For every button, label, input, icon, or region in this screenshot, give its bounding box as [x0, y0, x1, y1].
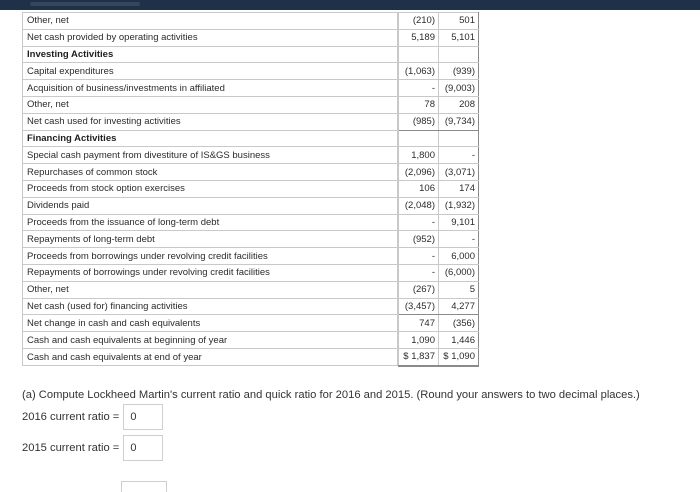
ratio-2016-row: [22, 404, 163, 430]
value-2016: (210): [399, 13, 439, 30]
value-2015: 1,446: [439, 332, 479, 349]
row-label: Net cash used for investing activities: [23, 113, 398, 130]
value-2015: [439, 130, 479, 147]
top-header-bar: [0, 0, 700, 10]
row-label: Net cash (used for) financing activities: [23, 298, 398, 315]
table-row: [23, 348, 479, 365]
row-label: Investing Activities: [23, 46, 398, 63]
value-2015: 9,101: [439, 214, 479, 231]
value-2016: -: [399, 80, 439, 97]
value-2016: -: [399, 214, 439, 231]
table-row: [23, 231, 479, 248]
ratio-2015-label: 2015 current ratio =: [22, 442, 120, 454]
row-label: Repayments of long-term debt: [23, 231, 398, 248]
ratio-2016-label: 2016 current ratio =: [22, 411, 120, 423]
ratio-2015-row: [22, 435, 163, 461]
value-2016: -: [399, 264, 439, 281]
row-label: Acquisition of business/investments in affiliated: [23, 80, 398, 97]
table-row: [23, 180, 479, 197]
table-row: [23, 147, 479, 164]
value-2016: (1,063): [399, 63, 439, 80]
value-2016: (267): [399, 281, 439, 298]
table-row: [23, 298, 479, 315]
value-2015: (3,071): [439, 164, 479, 181]
value-2016: $ 1,837: [399, 348, 439, 365]
value-2015: 208: [439, 96, 479, 113]
row-label: Other, net: [23, 281, 398, 298]
row-label: Proceeds from the issuance of long-term debt: [23, 214, 398, 231]
value-2016: 747: [399, 315, 439, 332]
table-row: [23, 332, 479, 349]
value-2016: (985): [399, 113, 439, 130]
value-2016: (3,457): [399, 298, 439, 315]
row-label: Net cash provided by operating activities: [23, 29, 398, 46]
value-2015: 5: [439, 281, 479, 298]
table-row: [23, 264, 479, 281]
table-row: [23, 113, 479, 130]
table-row: [23, 13, 479, 30]
row-label: Cash and cash equivalents at beginning of year: [23, 332, 398, 349]
row-label: Cash and cash equivalents at end of year: [23, 348, 398, 365]
table-row: [23, 96, 479, 113]
row-label: Dividends paid: [23, 197, 398, 214]
value-2016: 1,800: [399, 147, 439, 164]
value-2016: [399, 46, 439, 63]
section-header-row: [23, 130, 479, 147]
value-2015: (356): [439, 315, 479, 332]
value-2015: 4,277: [439, 298, 479, 315]
table-row: [23, 214, 479, 231]
row-label: Proceeds from stock option exercises: [23, 180, 398, 197]
table-row: [23, 164, 479, 181]
row-label: Repayments of borrowings under revolving credit facilities: [23, 264, 398, 281]
value-2016: 106: [399, 180, 439, 197]
value-2015: (9,003): [439, 80, 479, 97]
value-2016: (952): [399, 231, 439, 248]
row-label: Capital expenditures: [23, 63, 398, 80]
table-row: [23, 80, 479, 97]
row-label: Other, net: [23, 96, 398, 113]
value-2016: 5,189: [399, 29, 439, 46]
table-row: [23, 197, 479, 214]
question-text: (a) Compute Lockheed Martin's current ratio and quick ratio for 2016 and 2015. (Round your answers to two decimal places.): [22, 389, 640, 401]
value-2015: (9,734): [439, 113, 479, 130]
table-row: [23, 63, 479, 80]
value-2015: 5,101: [439, 29, 479, 46]
value-2016: (2,048): [399, 197, 439, 214]
section-header-row: [23, 46, 479, 63]
next-input-box-partial[interactable]: [121, 481, 167, 492]
value-2016: (2,096): [399, 164, 439, 181]
value-2015: $ 1,090: [439, 348, 479, 365]
table-row: [23, 315, 479, 332]
value-2016: -: [399, 248, 439, 265]
row-label: Financing Activities: [23, 130, 398, 147]
value-2016: 78: [399, 96, 439, 113]
value-2015: 174: [439, 180, 479, 197]
table-row: [23, 29, 479, 46]
value-2015: [439, 46, 479, 63]
value-2015: (939): [439, 63, 479, 80]
value-2016: 1,090: [399, 332, 439, 349]
ratio-2015-input[interactable]: 0: [123, 435, 163, 461]
value-2015: 501: [439, 13, 479, 30]
row-label: Repurchases of common stock: [23, 164, 398, 181]
table-row: [23, 281, 479, 298]
value-2015: -: [439, 147, 479, 164]
row-label: Net change in cash and cash equivalents: [23, 315, 398, 332]
value-2015: -: [439, 231, 479, 248]
value-2016: [399, 130, 439, 147]
header-cutoff-text: [30, 2, 140, 6]
value-2015: 6,000: [439, 248, 479, 265]
value-2015: (6,000): [439, 264, 479, 281]
value-2015: (1,932): [439, 197, 479, 214]
row-label: Special cash payment from divestiture of IS&GS business: [23, 147, 398, 164]
row-label: Other, net: [23, 13, 398, 30]
table-row: [23, 248, 479, 265]
ratio-2016-input[interactable]: 0: [123, 404, 163, 430]
cash-flow-statement-table: [22, 12, 479, 367]
row-label: Proceeds from borrowings under revolving credit facilities: [23, 248, 398, 265]
